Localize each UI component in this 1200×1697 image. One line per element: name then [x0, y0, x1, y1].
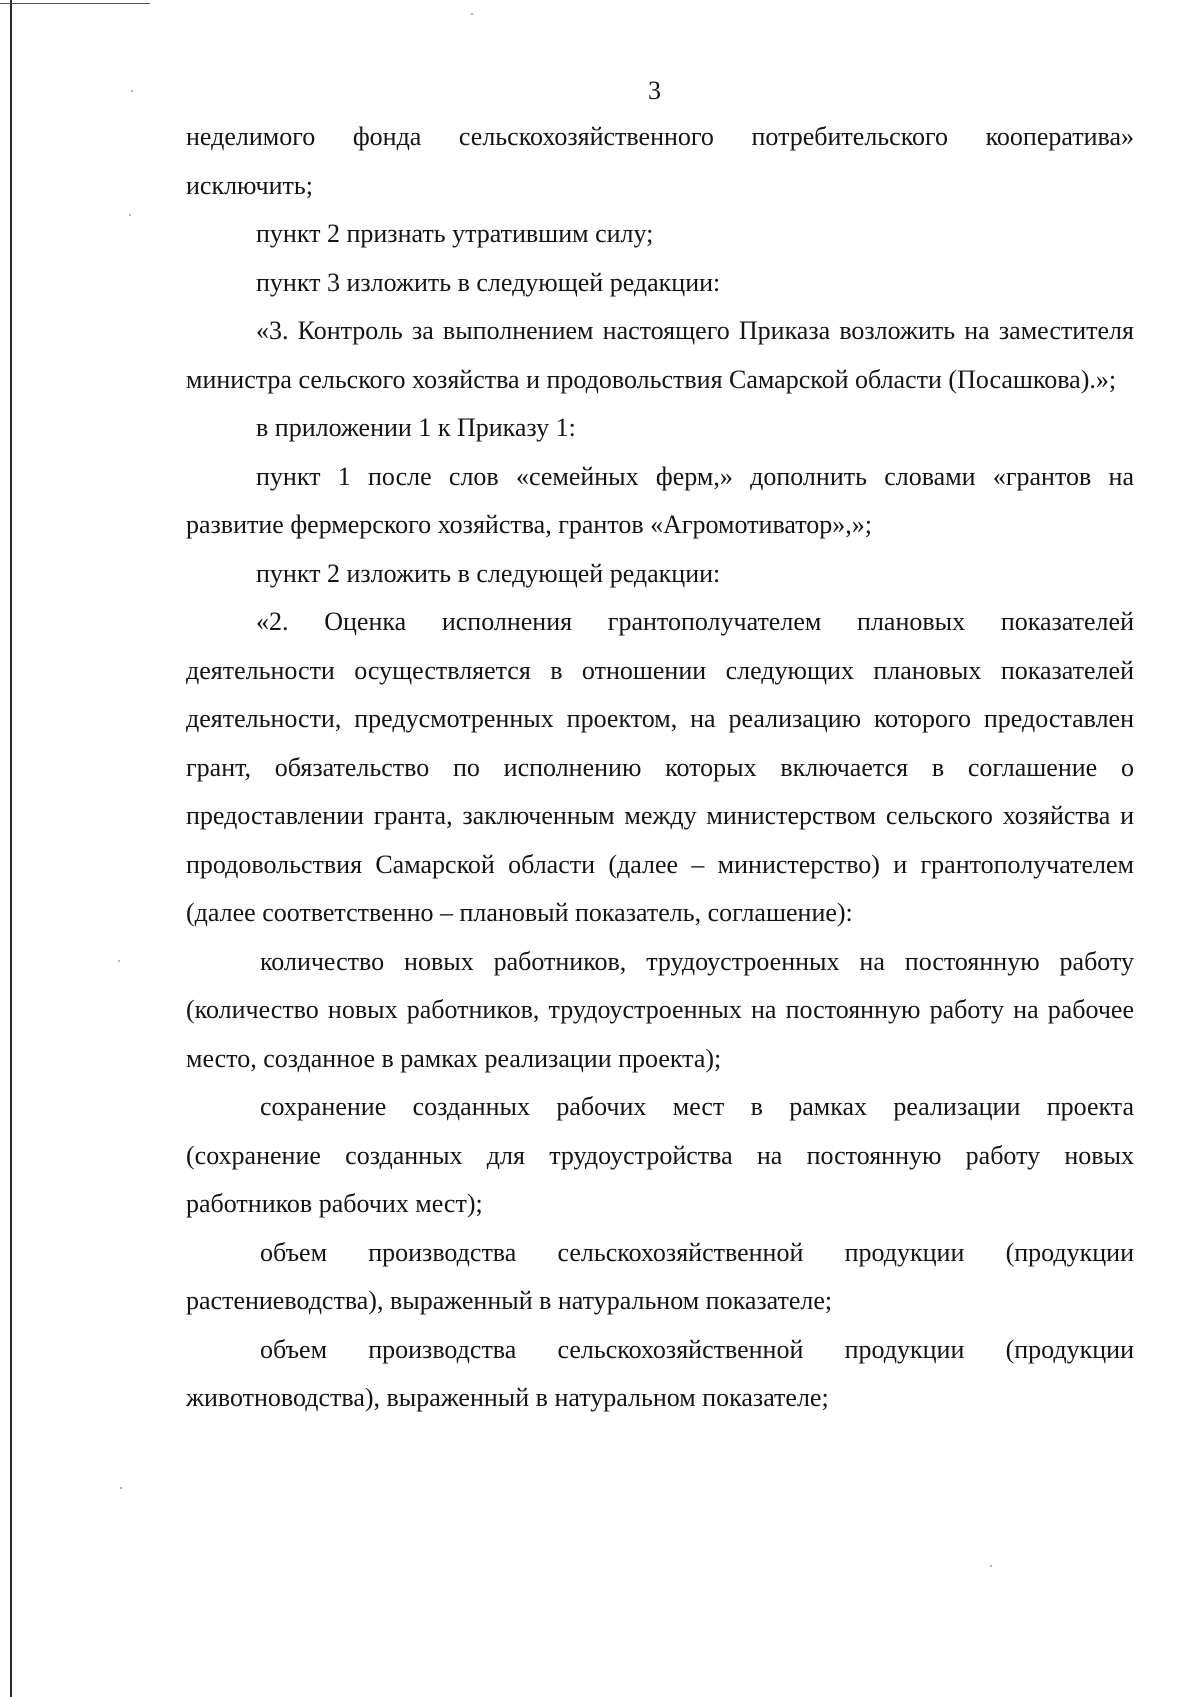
document-body	[186, 113, 1134, 1423]
paragraph: в приложении 1 к Приказу 1:	[256, 413, 576, 442]
scan-speck	[129, 214, 131, 216]
scan-speck	[990, 1565, 992, 1567]
paragraph: объем производства сельскохозяйственной продукции (продукции животноводства), выраженный в натуральном показателе;	[186, 1334, 1134, 1412]
paragraph: «3. Контроль за выполнением настоящего Приказа возложить на заместителя министра сельского хозяйства и продовольствия Самарской области (Посашкова).»;	[186, 316, 1134, 394]
page-number: 3	[648, 76, 661, 105]
paragraph: количество новых работников, трудоустроенных на постоянную работу (количество новых работников, трудоустроенных на постоянную работу на рабочее место, созданное в рамках реализации проекта);	[186, 946, 1134, 1073]
scan-speck	[471, 13, 473, 15]
paragraph: пункт 3 изложить в следующей редакции:	[256, 267, 721, 297]
scan-edge-top	[0, 3, 150, 4]
paragraph: сохранение созданных рабочих мест в рамках реализации проекта (сохранение созданных для трудоустройства на постоянную работу новых работников рабочих мест);	[186, 1092, 1134, 1218]
paragraph: пункт 1 после слов «семейных ферм,» дополнить словами «грантов на развитие фермерского хозяйства, грантов «Агромотиватор»,»;	[186, 461, 1134, 539]
scan-speck	[120, 1487, 122, 1489]
paragraph: неделимого фонда сельскохозяйственного потребительского кооператива» исключить;	[186, 122, 1134, 200]
scan-edge-left	[10, 0, 12, 1697]
paragraph: объем производства сельскохозяйственной продукции (продукции растениеводства), выраженный в натуральном показателе;	[186, 1237, 1134, 1315]
scan-speck	[118, 960, 120, 962]
paragraph: пункт 2 изложить в следующей редакции:	[256, 558, 721, 588]
paragraph: «2. Оценка исполнения грантополучателем плановых показателей деятельности осуществляется в отношении следующих плановых показателей деятельности, предусмотренных проектом, на реализацию которого предоставлен грант, обязательство по исполнению которых включается в соглашение о предоставлении гранта, заключенным между министерством сельского хозяйства и продовольствия Самарской области (далее – министерство) и грантополучателем (далее соответственно – плановый показатель, соглашение):	[186, 607, 1134, 927]
paragraph: пункт 2 признать утратившим силу;	[256, 219, 654, 248]
scan-speck	[131, 90, 133, 92]
